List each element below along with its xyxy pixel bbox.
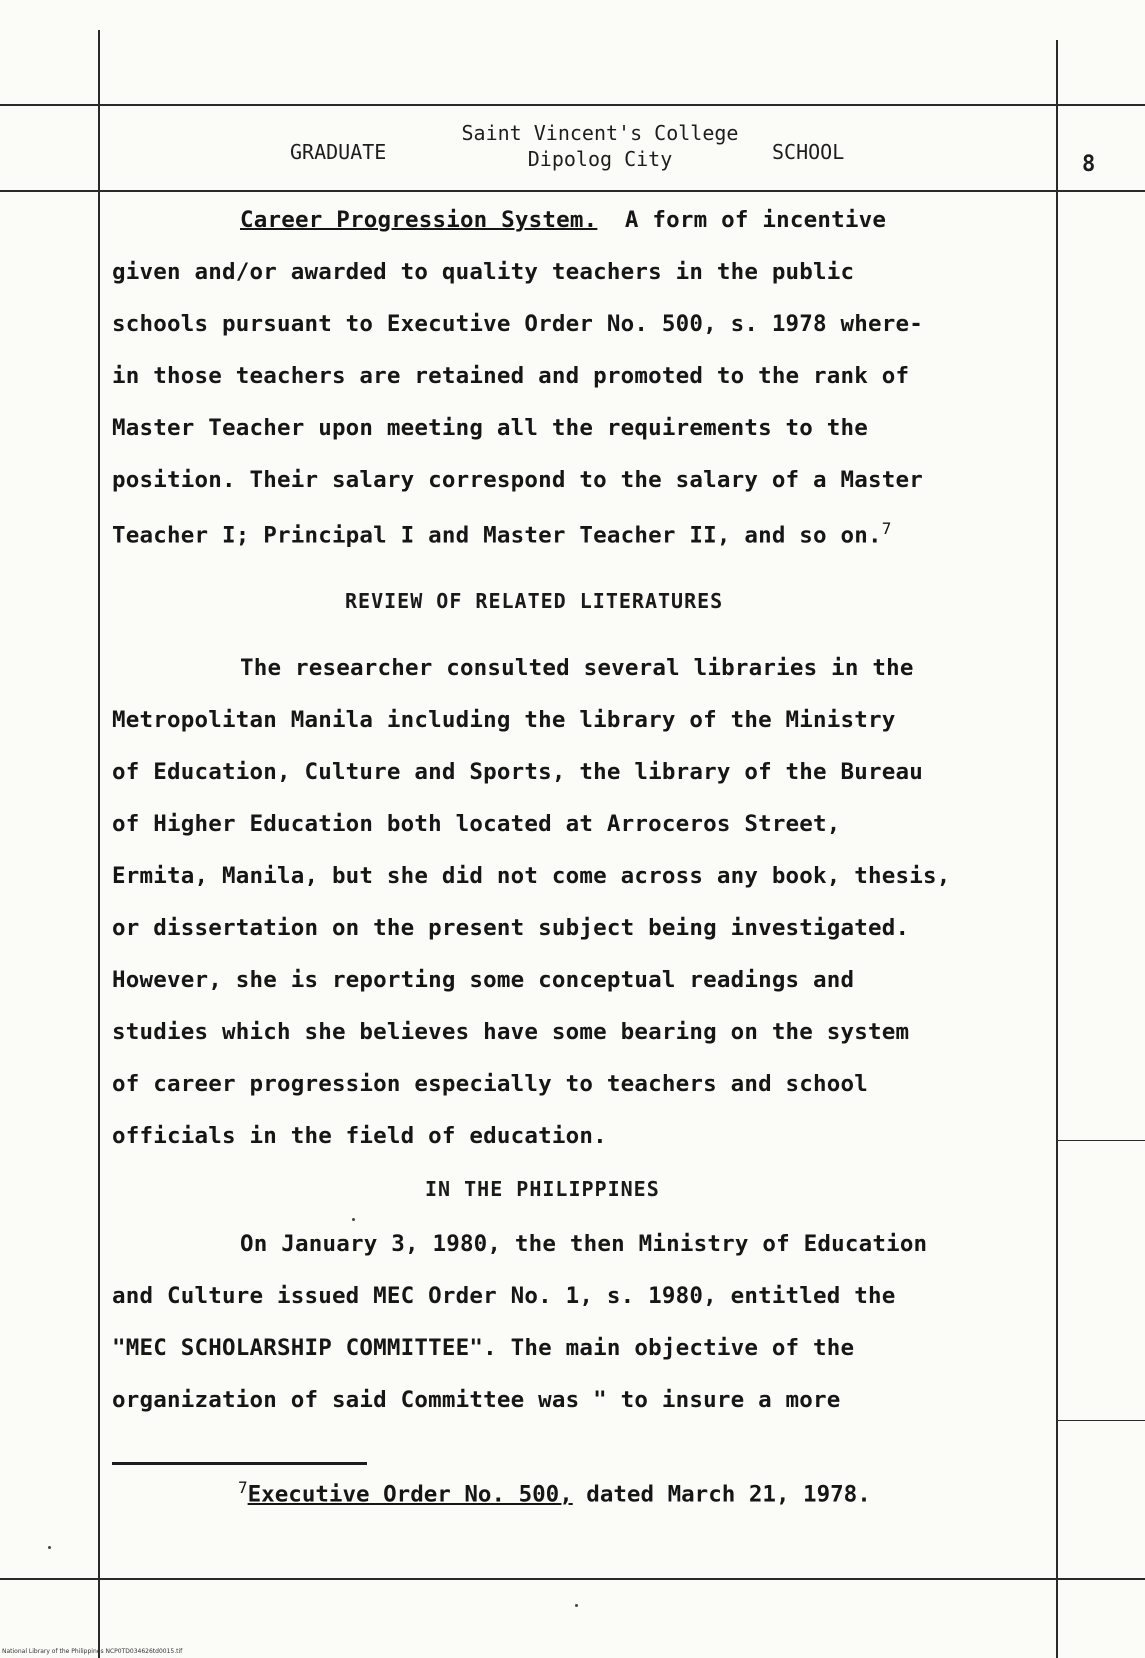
philippines-heading: IN THE PHILIPPINES [425,1177,660,1201]
philippines-line: organization of said Committee was " to insure a more [112,1387,841,1413]
scan-speck [48,1546,51,1549]
review-line: studies which she believes have some bearing on the system [112,1019,910,1045]
footnote-rule [112,1462,367,1465]
header-left-label: GRADUATE [290,140,387,164]
definition-line: Master Teacher upon meeting all the requirements to the [112,415,869,441]
header-institution [440,120,760,172]
review-line: of Education, Culture and Sports, the library of the Bureau [112,759,924,785]
header-right-label: SCHOOL [772,140,845,164]
review-line: Metropolitan Manila including the library of the Ministry [112,707,896,733]
definition-line: schools pursuant to Executive Order No. 500, s. 1978 where- [112,311,924,337]
definition-line-1-rest: A form of incentive [624,207,887,233]
footnote-title: Executive Order No. 500, [247,1481,573,1508]
review-heading: REVIEW OF RELATED LITERATURES [345,589,724,613]
definition-line: in those teachers are retained and promoted to the rank of [112,363,910,389]
philippines-line: "MEC SCHOLARSHIP COMMITTEE". The main objective of the [112,1335,855,1361]
right-margin-rule-1 [1058,1140,1145,1141]
institution-name: Saint Vincent's College [461,121,739,145]
review-line: However, she is reporting some conceptual readings and [112,967,855,993]
review-line: of career progression especially to teachers and school [112,1071,869,1097]
institution-city: Dipolog City [527,147,673,171]
archive-label: National Library of the Philippines NCP0TD034626td0015.tif [2,1648,183,1655]
definition-line: given and/or awarded to quality teachers in the public [112,259,855,285]
review-line: Ermita, Manila, but she did not come across any book, thesis, [112,863,951,889]
definition-line-last [112,519,892,549]
right-margin-line [1056,40,1058,1658]
review-line: The researcher consulted several libraries in the [240,655,914,681]
page-number: 8 [1082,152,1096,177]
philippines-line: On January 3, 1980, the then Ministry of Education [240,1231,928,1257]
philippines-line: and Culture issued MEC Order No. 1, s. 1980, entitled the [112,1283,896,1309]
scan-speck [575,1604,578,1607]
footnote-reference: 7 [881,519,892,538]
footnote-rest: dated March 21, 1978. [586,1481,871,1508]
definition-line-1 [240,207,886,233]
definition-term: Career Progression System. [240,207,598,233]
top-rule [0,104,1145,106]
right-margin-rule-2 [1058,1420,1145,1421]
footnote [238,1478,871,1508]
definition-line: Teacher I; Principal I and Master Teacher II, and so on. [112,522,882,549]
review-line: officials in the field of education. [112,1123,607,1149]
left-margin-line [98,30,100,1658]
definition-line: position. Their salary correspond to the salary of a Master [112,467,924,493]
review-line: or dissertation on the present subject being investigated. [112,915,910,941]
review-line: of Higher Education both located at Arroceros Street, [112,811,841,837]
header-rule [0,190,1145,192]
bottom-rule [0,1578,1145,1580]
scan-speck [352,1218,355,1221]
footnote-number: 7 [238,1478,248,1497]
